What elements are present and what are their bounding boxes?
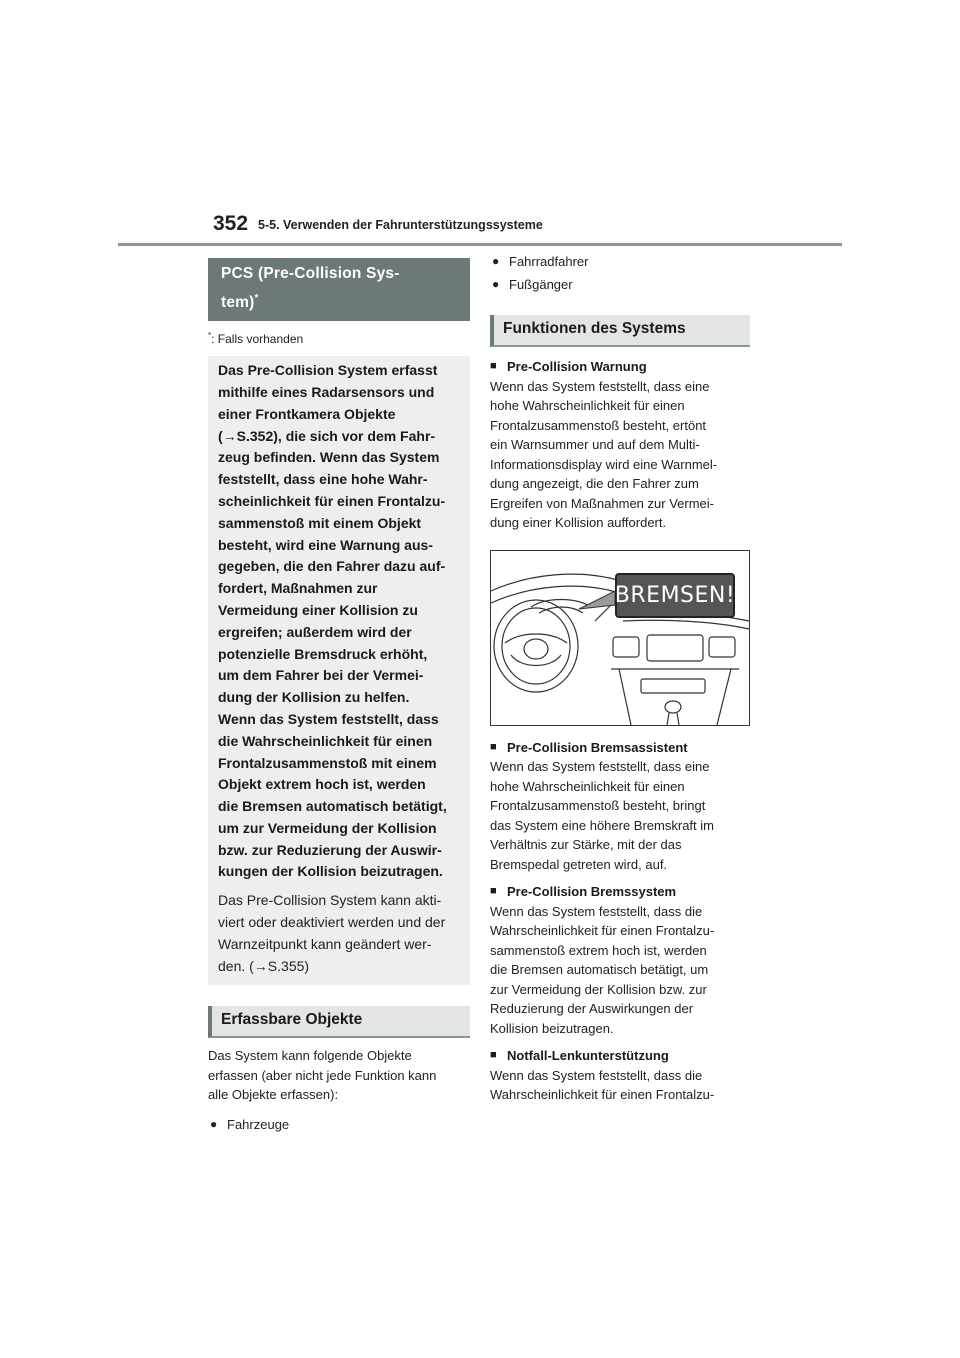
pcs-heading-line2-text: tem): [221, 294, 255, 312]
warning-title: [490, 357, 750, 377]
text-line: dung angezeigt, die den Fahrer zum: [490, 476, 699, 491]
text-line: Das System kann folgende Objekte: [208, 1048, 412, 1064]
left-column: [208, 258, 470, 1134]
info-bold-text: [218, 360, 460, 883]
info-line: Das Pre-Collision System erfasst: [218, 362, 438, 379]
info-line: Frontalzusammenstoß mit einem: [218, 754, 437, 771]
objects-intro: [208, 1046, 470, 1105]
info-line: um dem Fahrer bei der Vermei-: [218, 667, 424, 684]
brake-assist-title: [490, 738, 750, 758]
list-item: [490, 252, 750, 272]
text-line: das System eine höhere Bremskraft im: [490, 817, 714, 833]
brake-assist-title-text: Pre-Collision Bremsassistent: [507, 739, 688, 755]
info-line: zeug befinden. Wenn das System: [218, 449, 440, 466]
text-line: sammenstoß extrem hoch ist, werden: [490, 942, 707, 958]
section-title: 5-5. Verwenden der Fahrunterstützungssysteme: [258, 218, 543, 232]
steering-assist-description: [490, 1066, 750, 1105]
info-line: um zur Vermeidung der Kollision: [218, 819, 437, 836]
text-line: die Bremsen automatisch betätigt, um: [490, 962, 709, 977]
text-line: Wenn das System feststellt, dass die: [490, 903, 703, 919]
square-bullet-icon: ■: [490, 740, 497, 753]
text-line: erfassen (aber nicht jede Funktion kann: [208, 1067, 437, 1083]
right-column: [490, 252, 750, 1105]
list-item-text: Fahrzeuge: [227, 1116, 290, 1132]
brake-system-title: [490, 882, 750, 902]
info-line: einer Frontkamera Objekte: [218, 405, 396, 422]
info-normal-text: [218, 890, 460, 977]
info-line: Vermeidung einer Kollision zu: [218, 601, 418, 618]
text-line: hohe Wahrscheinlichkeit für einen: [490, 778, 685, 794]
text-line: Wahrscheinlichkeit für einen Frontalzu-: [490, 923, 715, 938]
info-line: bzw. zur Reduzierung der Auswir-: [218, 841, 442, 858]
text-line: Wenn das System feststellt, dass eine: [490, 759, 710, 774]
display-warning-text: BREMSEN!: [614, 582, 736, 608]
info-note-line-page-link[interactable]: den. (→S.355): [218, 957, 310, 974]
text-line: Bremspedal getreten wird, auf.: [490, 856, 668, 872]
brake-system-description: [490, 902, 750, 1039]
text-line: dung einer Kollision auffordert.: [490, 515, 667, 530]
info-line: die Wahrscheinlichkeit für einen: [218, 732, 433, 749]
info-line: die Bremsen automatisch betätigt,: [218, 798, 447, 815]
steering-assist-title: [490, 1046, 750, 1066]
bullet-icon: ●: [210, 1116, 218, 1131]
text-line: Frontalzusammenstoß besteht, bringt: [490, 798, 706, 813]
info-line: besteht, wird eine Warnung aus-: [218, 536, 433, 553]
info-line: Wenn das System feststellt, dass: [218, 710, 439, 727]
text-line: Kollision beizutragen.: [490, 1020, 614, 1036]
square-bullet-icon: ■: [490, 1049, 497, 1061]
info-line: scheinlichkeit für einen Frontalzu-: [218, 492, 446, 509]
text-line: Verhältnis zur Stärke, mit der das: [490, 837, 682, 852]
pcs-heading: [208, 258, 470, 321]
footnote-mark: *: [208, 331, 212, 341]
text-line: ein Warnsummer und auf dem Multi-: [490, 437, 700, 452]
info-line-page-link[interactable]: (→S.352), die sich vor dem Fahr-: [218, 427, 436, 444]
functions-heading: Funktionen des Systems: [490, 315, 750, 347]
info-box: [208, 356, 470, 985]
list-item: [208, 1115, 470, 1135]
page-number: 352: [213, 212, 249, 235]
pcs-heading-line1: PCS (Pre-Collision Sys-: [221, 265, 400, 282]
bullet-icon: ●: [492, 276, 500, 291]
info-line: gegeben, die den Fahrer dazu auf-: [218, 558, 446, 575]
text-line: zur Vermeidung der Kollision bzw. zur: [490, 981, 707, 997]
info-note-line: Warnzeitpunkt kann geändert wer-: [218, 935, 432, 952]
text-line: Reduzierung der Auswirkungen der: [490, 1001, 694, 1016]
info-line: sammenstoß mit einem Objekt: [218, 514, 422, 531]
dashboard-illustration: [490, 550, 750, 726]
pcs-heading-asterisk: *: [254, 293, 259, 304]
brake-assist-description: [490, 757, 750, 874]
info-note-line: viert oder deaktiviert werden und der: [218, 914, 446, 931]
text-line: Frontalzusammenstoß besteht, ertönt: [490, 417, 707, 433]
info-line: Objekt extrem hoch ist, werden: [218, 776, 426, 793]
text-line: Wenn das System feststellt, dass die: [490, 1067, 703, 1083]
list-item-text: Fahrradfahrer: [509, 254, 589, 269]
multi-info-display-callout: [615, 573, 735, 618]
info-line: feststellt, dass eine hohe Wahr-: [218, 471, 428, 488]
info-line: fordert, Maßnahmen zur: [218, 580, 378, 597]
square-bullet-icon: ■: [490, 360, 497, 372]
warning-title-text: Pre-Collision Warnung: [507, 359, 647, 374]
info-note-line: Das Pre-Collision System kann akti-: [218, 892, 442, 909]
info-line: kungen der Kollision beizutragen.: [218, 863, 443, 880]
text-line: Wenn das System feststellt, dass eine: [490, 378, 710, 394]
pcs-heading-line2: [221, 286, 458, 315]
text-line: Wahrscheinlichkeit für einen Frontalzu-: [490, 1087, 715, 1102]
info-line: potenzielle Bremsdruck erhöht,: [218, 645, 428, 662]
bullet-icon: ●: [492, 254, 500, 268]
text-line: alle Objekte erfassen):: [208, 1087, 339, 1103]
text-line: Informationsdisplay wird eine Warnmel-: [490, 456, 718, 472]
footnote-text: : Falls vorhanden: [211, 332, 304, 347]
list-item-text: Fußgänger: [509, 276, 573, 292]
text-line: Ergreifen von Maßnahmen zur Vermei-: [490, 495, 714, 511]
brake-system-title-text: Pre-Collision Bremssystem: [507, 884, 677, 899]
list-item: [490, 275, 750, 295]
info-line: ergreifen; außerdem wird der: [218, 623, 412, 640]
info-line: mithilfe eines Radarsensors und: [218, 383, 435, 400]
objects-heading: Erfassbare Objekte: [208, 1006, 470, 1038]
footnote: [208, 331, 470, 346]
info-line: dung der Kollision zu helfen.: [218, 689, 410, 706]
warning-description: [490, 377, 750, 533]
text-line: hohe Wahrscheinlichkeit für einen: [490, 398, 685, 413]
header-divider: [118, 243, 842, 246]
square-bullet-icon: ■: [490, 885, 497, 897]
steering-assist-title-text: Notfall-Lenkunterstützung: [507, 1048, 669, 1063]
